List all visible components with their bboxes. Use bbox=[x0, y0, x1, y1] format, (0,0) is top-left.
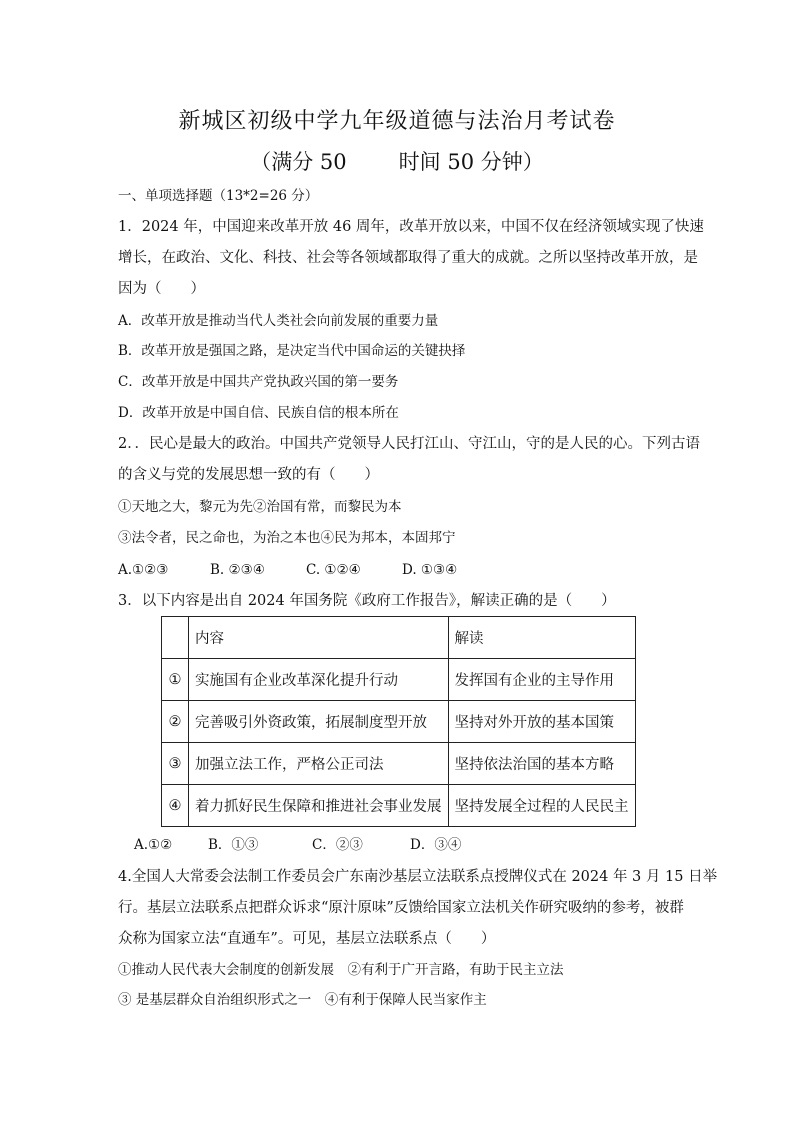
table-header-cell bbox=[162, 617, 189, 659]
q2-option-a: A.①②③ bbox=[118, 562, 169, 578]
exam-subtitle bbox=[0, 146, 794, 176]
q3-option-c: C．②③ bbox=[312, 837, 363, 853]
table-header-row bbox=[162, 617, 636, 659]
q1-option-b: B．改革开放是强国之路，是决定当代中国命运的关键抉择 bbox=[118, 343, 466, 359]
q2-stem-line-1: 2．．民心是最大的政治。中国共产党领导人民打江山、守江山，守的是人民的心。下列古语 bbox=[118, 436, 700, 452]
table-cell-interpretation: 坚持对外开放的基本国策 bbox=[448, 701, 635, 743]
exam-title: 新城区初级中学九年级道德与法治月考试卷 bbox=[178, 109, 616, 134]
q1-stem-line-2: 增长，在政治、文化、科技、社会等各领域都取得了重大的成就。之所以坚持改革开放，是 bbox=[118, 250, 698, 266]
q4-stem-line-3: 众称为国家立法“直通车”。可见，基层立法联系点（ ） bbox=[118, 931, 496, 947]
q1-stem-line-1: 1．2024 年，中国迎来改革开放 46 周年，改革开放以来，中国不仅在经济领域实现了快速 bbox=[118, 219, 704, 235]
q3-stem: 3．以下内容是出自 2024 年国务院《政府工作报告》，解读正确的是（ ） bbox=[118, 593, 616, 609]
table-cell-content: 完善吸引外资政策，拓展制度型开放 bbox=[189, 701, 449, 743]
table-cell-index: ④ bbox=[162, 785, 189, 827]
q4-stem-line-1: 4.全国人大常委会法制工作委员会广东南沙基层立法联系点授牌仪式在 2024 年 3 月 15 日举 bbox=[118, 869, 718, 885]
table-cell-interpretation: 坚持依法治国的基本方略 bbox=[448, 743, 635, 785]
subtitle-time: 时间 50 分钟） bbox=[398, 150, 544, 174]
table-cell-interpretation: 发挥国有企业的主导作用 bbox=[448, 659, 635, 701]
table-cell-index: ① bbox=[162, 659, 189, 701]
q2-stem-line-2: 的含义与党的发展思想一致的有（ ） bbox=[118, 467, 379, 483]
table-cell-interpretation: 坚持发展全过程的人民民主 bbox=[448, 785, 635, 827]
q2-option-d: D. ①③④ bbox=[402, 562, 458, 578]
q4-item-line-2: ③ 是基层群众自治组织形式之一 ④有利于保障人民当家作主 bbox=[118, 992, 487, 1008]
q3-option-b: B．①③ bbox=[208, 837, 259, 853]
q2-item-line-1: ①天地之大，黎元为先②治国有常，而黎民为本 bbox=[118, 499, 402, 515]
q4-stem-line-2: 行。基层立法联系点把群众诉求“原汁原味”反馈给国家立法机关作研究吸纳的参考，被群 bbox=[118, 900, 684, 916]
table-row bbox=[162, 659, 636, 701]
q3-table bbox=[161, 616, 636, 827]
table-row bbox=[162, 743, 636, 785]
table-row bbox=[162, 701, 636, 743]
table-row bbox=[162, 785, 636, 827]
subtitle-score: （满分 50 bbox=[250, 150, 347, 174]
section-heading: 一、单项选择题（13*2=26 分） bbox=[118, 188, 319, 204]
q2-option-b: B. ②③④ bbox=[210, 562, 265, 578]
table-cell-content: 着力抓好民生保障和推进社会事业发展 bbox=[189, 785, 449, 827]
q4-item-line-1: ①推动人民代表大会制度的创新发展 ②有利于广开言路，有助于民主立法 bbox=[118, 962, 564, 978]
table-cell-index: ② bbox=[162, 701, 189, 743]
q3-option-d: D．③④ bbox=[410, 837, 462, 853]
table-cell-index: ③ bbox=[162, 743, 189, 785]
q2-options bbox=[118, 560, 688, 580]
table-header-cell: 内容 bbox=[189, 617, 449, 659]
q3-option-a: A.①② bbox=[134, 837, 173, 853]
table-cell-content: 实施国有企业改革深化提升行动 bbox=[189, 659, 449, 701]
q2-option-c: C. ①②④ bbox=[306, 562, 361, 578]
table-header-cell: 解读 bbox=[448, 617, 635, 659]
q1-stem-line-3: 因为（ ） bbox=[118, 281, 205, 297]
q1-option-d: D．改革开放是中国自信、民族自信的根本所在 bbox=[118, 405, 399, 421]
table-cell-content: 加强立法工作，严格公正司法 bbox=[189, 743, 449, 785]
q3-options bbox=[134, 835, 704, 855]
q1-option-a: A．改革开放是推动当代人类社会向前发展的重要力量 bbox=[118, 313, 439, 329]
q1-option-c: C．改革开放是中国共产党执政兴国的第一要务 bbox=[118, 374, 399, 390]
q2-item-line-2: ③法令者，民之命也，为治之本也④民为邦本，本固邦宁 bbox=[118, 530, 456, 546]
